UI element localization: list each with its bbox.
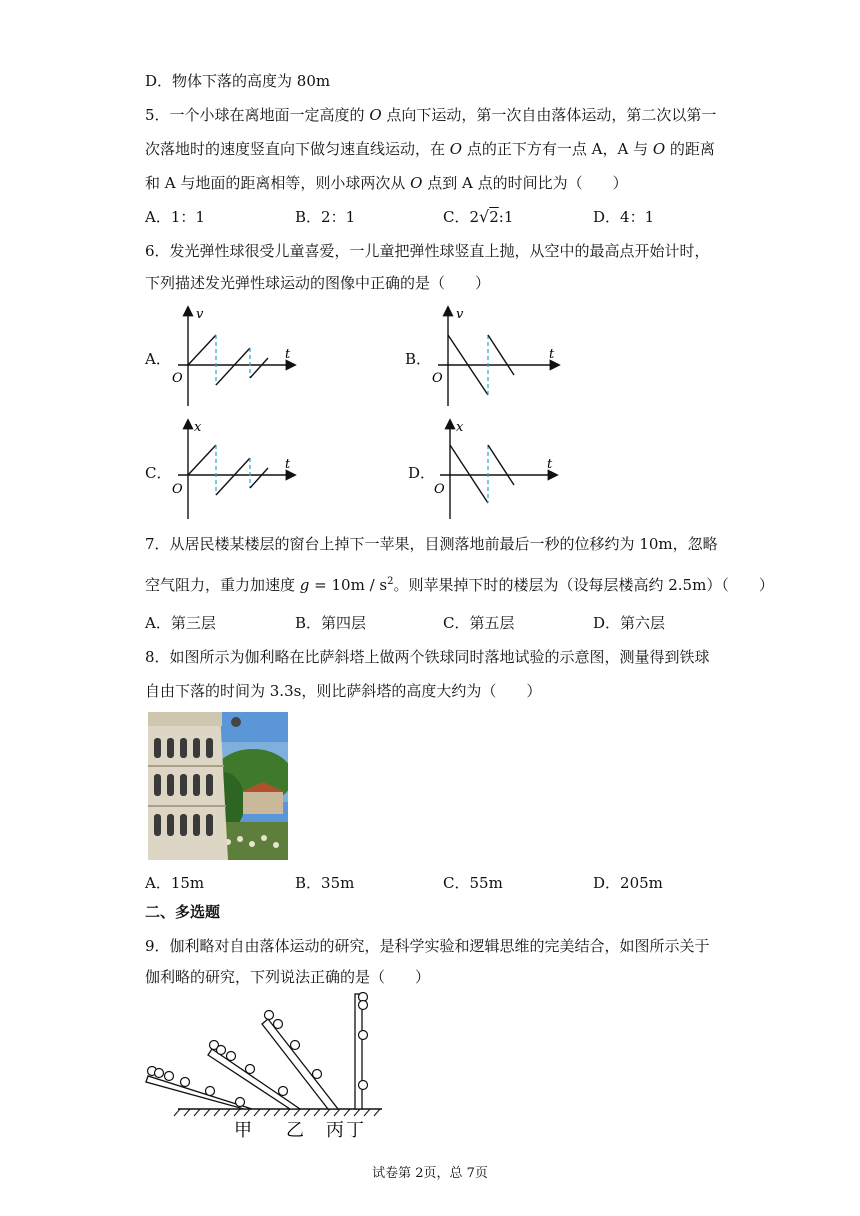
axis-label-t: t [285,457,291,472]
point-o: O [449,140,463,158]
label-yi: 乙 [286,1120,304,1141]
axis-label-t: t [547,457,553,472]
tower-top [148,712,222,726]
q5-text: 点的正下方有一点 A，A 与 [462,140,653,158]
gravity-value: = 10m / s [309,576,388,594]
q5-stem-line-1 [145,104,716,126]
graph-segment [188,445,216,475]
q5-option-a[interactable]: A．1：1 [145,208,205,226]
graph-segment [450,445,488,503]
q5-option-c-label: C． [443,208,470,226]
axis-label-t: t [549,347,555,362]
q8-stem-line-1: 8．如图所示为伽利略在比萨斜塔上做两个铁球同时落地试验的示意图，测量得到铁球 [145,648,710,666]
q5-text: 5．一个小球在离地面一定高度的 [145,106,370,124]
graph-segment [488,445,514,485]
figure-on-tower [231,717,241,727]
q8-stem-line-2: 自由下落的时间为 3.3s，则比萨斜塔的高度大约为（ ） [145,682,542,700]
point-o: O [652,140,666,158]
q7-text: 空气阻力，重力加速度 [145,576,300,594]
q5-text: 和 A 与地面的距离相等，则小球两次从 [145,174,411,192]
label-ding: 丁 [346,1120,364,1141]
axis-label-v: v [196,307,204,322]
graph-segment [216,348,250,385]
q6-stem-line-2: 下列描述发光弹性球运动的图像中正确的是（ ） [145,274,491,292]
q7-stem-line-1: 7．从居民楼某楼层的窗台上掉下一苹果，目测落地前最后一秒的位移约为 10m，忽略 [145,535,718,553]
q8-option-b[interactable]: B．35m [295,874,355,892]
origin-label: O [172,482,183,497]
q7-option-a[interactable]: A．第三层 [145,614,216,632]
pisa-tower-illustration [148,712,288,860]
graph-d-x-t [430,415,570,525]
q7-text: 。则苹果掉下时的楼层为（设每层楼高约 2.5m）（ ） [393,576,774,594]
q5-text: 点向下运动，第一次自由落体运动，第二次以第一 [381,106,717,124]
q5-option-c[interactable] [443,206,513,228]
graph-b-v-t [428,302,568,412]
point-o: O [369,106,382,124]
axis-label-x: x [194,420,202,435]
q4-option-d[interactable]: D．物体下落的高度为 80m [145,72,331,90]
balls-bing [265,1011,322,1079]
q9-stem-line-1: 9．伽利略对自由落体运动的研究，是科学实验和逻辑思维的完美结合，如图所示关于 [145,937,710,955]
radicand: 2 [489,208,499,226]
graph-segment [250,468,268,488]
balls-yi [210,1041,288,1096]
inclined-planes-figure [140,990,390,1145]
q8-option-d[interactable]: D．205m [593,874,663,892]
page-footer: 试卷第 2页，总 7页 [372,1166,488,1181]
plane-ding [355,994,362,1109]
origin-label: O [172,371,183,386]
q6-option-d[interactable]: D． [408,464,436,482]
point-o: O [410,174,423,192]
gravity-symbol: g [299,576,310,594]
q5-text: 次落地时的速度竖直向下做匀速直线运动，在 [145,140,450,158]
origin-label: O [434,482,445,497]
q5-text: 的距离 [665,140,715,158]
origin-label: O [432,371,443,386]
axis-label-x: x [456,420,464,435]
q6-stem-line-1: 6．发光弹性球很受儿童喜爱，一儿童把弹性球竖直上抛，从空中的最高点开始计时， [145,242,710,260]
q5-text: 点到 A 点的时间比为（ ） [422,174,628,192]
q8-option-a[interactable]: A．15m [145,874,205,892]
q5-option-b[interactable]: B．2：1 [295,208,356,226]
graph-segment [250,358,268,378]
sqrt-symbol: √ [479,207,490,226]
ratio-suffix: :1 [498,208,514,226]
graph-segment [488,335,514,375]
label-bing: 丙 [326,1120,344,1141]
exponent: 2 [387,576,394,587]
graph-segment [216,458,250,495]
q5-stem-line-3 [145,172,628,194]
q8-option-c[interactable]: C．55m [443,874,503,892]
q6-option-b[interactable]: B． [405,350,432,368]
q5-option-d[interactable]: D．4：1 [593,208,655,226]
axis-label-v: v [456,307,464,322]
section-title: 二、多选题 [145,903,221,921]
q7-stem-line-2 [145,571,774,596]
q6-option-c[interactable]: C． [145,464,172,482]
graph-c-x-t [168,415,308,525]
q7-option-d[interactable]: D．第六层 [593,614,666,632]
graph-a-v-t [168,302,308,412]
axis-label-t: t [285,347,291,362]
radical-coefficient: 2 [469,208,480,226]
q9-stem-line-2: 伽利略的研究，下列说法正确的是（ ） [145,968,431,986]
q6-option-a[interactable]: A． [145,350,171,368]
q7-option-b[interactable]: B．第四层 [295,614,367,632]
building [243,792,283,814]
q5-stem-line-2 [145,138,715,160]
graph-segment [188,335,216,365]
q7-option-c[interactable]: C．第五层 [443,614,515,632]
label-jia: 甲 [234,1120,252,1141]
ground-hatching [174,1109,380,1116]
